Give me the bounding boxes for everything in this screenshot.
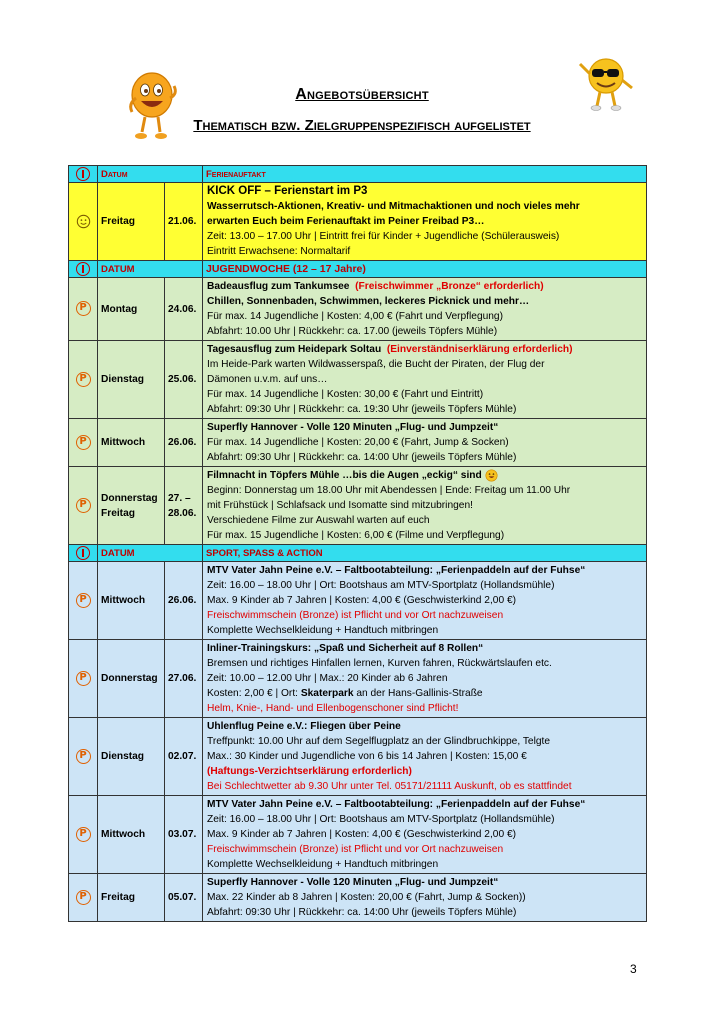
offers-table [68, 165, 647, 922]
row-date: 25.06. [165, 341, 203, 419]
table-row [69, 796, 647, 874]
event-line: Chillen, Sonnenbaden, Schwimmen, leckeres Picknick und mehr… [207, 296, 530, 307]
row-symbol [69, 341, 98, 419]
table-row [69, 467, 647, 545]
event-line: Zeit: 16.00 – 18.00 Uhr | Ort: Bootshaus am MTV-Sportplatz (Hollandsmühle) [207, 814, 555, 825]
page-subtitle: Thematisch bzw. Zielgruppenspezifisch aufgelistet [193, 117, 531, 134]
table-row [69, 640, 647, 718]
event-line: Beginn: Donnerstag um 18.00 Uhr mit Abendessen | Ende: Freitag um 11.00 Uhr [207, 485, 571, 496]
row-day: Mittwoch [98, 419, 165, 467]
header-date-label: Datum [98, 166, 203, 183]
table-row [69, 341, 647, 419]
row-day: Dienstag [98, 718, 165, 796]
header-symbol [69, 166, 98, 183]
smiley-icon [76, 214, 91, 229]
grinning-emoji-icon [485, 469, 498, 482]
header-section-title: JUGENDWOCHE (12 – 17 Jahre) [203, 261, 647, 278]
event-line: Im Heide-Park warten Wildwasserspaß, die Bucht der Piraten, der Flug der [207, 359, 545, 370]
row-symbol [69, 419, 98, 467]
row-date: 05.07. [165, 874, 203, 922]
header-symbol [69, 545, 98, 562]
event-title: Tagesausflug zum Heidepark Soltau [207, 344, 382, 355]
event-line: Treffpunkt: 10.00 Uhr auf dem Segelflugplatz an der Glindbruchkippe, Telgte [207, 736, 551, 747]
event-line: Für max. 14 Jugendliche | Kosten: 30,00 € (Fahrt und Eintritt) [207, 389, 484, 400]
p-circle-icon: P [76, 435, 91, 450]
p-circle-icon: P [76, 498, 91, 513]
event-line: Komplette Wechselkleidung + Handtuch mitbringen [207, 859, 439, 870]
row-day-start: Donnerstag [101, 492, 158, 504]
row-description [203, 278, 647, 341]
p-circle-icon: P [76, 890, 91, 905]
event-note: (Einverständniserklärung erforderlich) [386, 344, 573, 355]
row-date: 26.06. [165, 419, 203, 467]
table-row [69, 183, 647, 261]
event-line: Abfahrt: 09:30 Uhr | Rückkehr: ca. 14:00 Uhr (jeweils Töpfers Mühle) [207, 907, 517, 918]
event-title-line [207, 342, 642, 357]
table-row [69, 874, 647, 922]
row-description [203, 183, 647, 261]
event-title: Uhlenflug Peine e.V.: Fliegen über Peine [207, 721, 401, 732]
row-symbol [69, 640, 98, 718]
row-symbol [69, 874, 98, 922]
row-description [203, 640, 647, 718]
row-description [203, 874, 647, 922]
row-description [203, 796, 647, 874]
event-note: (Freischwimmer „Bronze“ erforderlich) [355, 281, 544, 292]
page-number: 3 [630, 962, 637, 976]
smiley-character-left-icon [128, 68, 178, 146]
section-header-jugendwoche [69, 261, 647, 278]
event-line: Dämonen u.v.m. auf uns… [207, 374, 328, 385]
table-row [69, 278, 647, 341]
row-symbol [69, 562, 98, 640]
event-title: Superfly Hannover - Volle 120 Minuten „Flug- und Jumpzeit“ [207, 877, 499, 888]
p-circle-icon: P [76, 372, 91, 387]
row-description [203, 467, 647, 545]
p-circle-icon: P [76, 593, 91, 608]
row-symbol [69, 467, 98, 545]
event-line: Abfahrt: 09:30 Uhr | Rückkehr: ca. 19:30 Uhr (jeweils Töpfers Mühle) [207, 404, 517, 415]
header-date-label: DATUM [98, 545, 203, 562]
row-day: Freitag [98, 874, 165, 922]
row-description [203, 718, 647, 796]
row-date: 02.07. [165, 718, 203, 796]
header-date-label: DATUM [98, 261, 203, 278]
p-circle-icon: P [76, 671, 91, 686]
p-circle-icon: P [76, 749, 91, 764]
event-line: Abfahrt: 09:30 Uhr | Rückkehr: ca. 14:00 Uhr (jeweils Töpfers Mühle) [207, 452, 517, 463]
row-day: Freitag [98, 183, 165, 261]
event-line: Verschiedene Filme zur Auswahl warten auf euch [207, 515, 430, 526]
row-date: 21.06. [165, 183, 203, 261]
p-circle-icon: P [76, 301, 91, 316]
event-place: Skaterpark [300, 688, 354, 699]
event-line: Bremsen und richtiges Hinfallen lernen, Kurven fahren, Rückwärtslaufen etc. [207, 658, 552, 669]
row-date-start: 27. – [168, 492, 191, 504]
event-warning: Freischwimmschein (Bronze) ist Pflicht und vor Ort nachzuweisen [207, 844, 504, 855]
section-header-sport [69, 545, 647, 562]
row-date: 24.06. [165, 278, 203, 341]
row-symbol [69, 796, 98, 874]
row-date: 03.07. [165, 796, 203, 874]
event-line: Zeit: 13.00 – 17.00 Uhr | Eintritt frei für Kinder + Jugendliche (Schülerausweis) [207, 231, 560, 242]
event-line: Max. 9 Kinder ab 7 Jahren | Kosten: 4,00 € (Geschwisterkind 2,00 €) [207, 595, 517, 606]
p-circle-icon: P [76, 827, 91, 842]
event-title: Superfly Hannover - Volle 120 Minuten „Flug- und Jumpzeit“ [207, 422, 499, 433]
event-warning: Freischwimmschein (Bronze) ist Pflicht und vor Ort nachzuweisen [207, 610, 504, 621]
row-description [203, 562, 647, 640]
event-note: (Haftungs-Verzichtserklärung erforderlich) [207, 766, 412, 777]
table-row [69, 562, 647, 640]
row-day: Donnerstag [98, 640, 165, 718]
row-date: 27.06. [165, 640, 203, 718]
table-row [69, 419, 647, 467]
row-day: Mittwoch [98, 562, 165, 640]
event-line: Für max. 15 Jugendliche | Kosten: 6,00 € (Filme und Verpflegung) [207, 530, 505, 541]
event-title: Badeausflug zum Tankumsee [207, 281, 350, 292]
row-day-end: Freitag [101, 507, 135, 519]
section-header-ferienauftakt [69, 166, 647, 183]
event-warning: Bei Schlechtwetter ab 9.30 Uhr unter Tel. 05171/21111 Auskunft, ob es stattfindet [207, 781, 572, 792]
event-title: MTV Vater Jahn Peine e.V. – Faltbootabteilung: „Ferienpaddeln auf der Fuhse“ [207, 565, 586, 576]
event-line: Zeit: 16.00 – 18.00 Uhr | Ort: Bootshaus am MTV-Sportplatz (Hollandsmühle) [207, 580, 555, 591]
header-symbol [69, 261, 98, 278]
event-line: mit Frühstück | Schlafsack und Isomatte sind mitzubringen! [207, 500, 473, 511]
row-day: Mittwoch [98, 796, 165, 874]
event-title: Inliner-Trainingskurs: „Spaß und Sicherheit auf 8 Rollen“ [207, 643, 484, 654]
event-title: Filmnacht in Töpfers Mühle …bis die Augen „eckig“ sind [207, 470, 482, 481]
event-warning: Helm, Knie-, Hand- und Ellenbogenschoner sind Pflicht! [207, 703, 459, 714]
header-section-title: SPORT, SPASS & ACTION [203, 545, 647, 562]
event-cost-line: Kosten: 2,00 € | Ort: Skaterpark an der Hans-Gallinis-Straße [207, 688, 483, 699]
event-line: erwarten Euch beim Ferienauftakt im Peiner Freibad P3… [207, 216, 485, 227]
page-title: Angebotsübersicht [295, 86, 429, 103]
event-title-line [207, 279, 642, 294]
table-row [69, 718, 647, 796]
event-line: Max. 22 Kinder ab 8 Jahren | Kosten: 20,00 € (Fahrt, Jump & Socken)) [207, 892, 526, 903]
row-description [203, 419, 647, 467]
row-date [165, 467, 203, 545]
event-line: Für max. 14 Jugendliche | Kosten: 20,00 € (Fahrt, Jump & Socken) [207, 437, 509, 448]
event-line: Max. 9 Kinder ab 7 Jahren | Kosten: 4,00 € (Geschwisterkind 2,00 €) [207, 829, 517, 840]
event-line: Komplette Wechselkleidung + Handtuch mitbringen [207, 625, 439, 636]
header-section-title: Ferienauftakt [203, 166, 647, 183]
info-circle-icon [76, 167, 90, 181]
row-day [98, 467, 165, 545]
event-title-line [207, 468, 642, 483]
event-title: MTV Vater Jahn Peine e.V. – Faltbootabteilung: „Ferienpaddeln auf der Fuhse“ [207, 799, 586, 810]
row-day: Dienstag [98, 341, 165, 419]
row-description [203, 341, 647, 419]
event-title: KICK OFF – Ferienstart im P3 [207, 185, 368, 197]
event-line: Für max. 14 Jugendliche | Kosten: 4,00 € (Fahrt und Verpflegung) [207, 311, 503, 322]
info-circle-icon [76, 546, 90, 560]
row-symbol [69, 183, 98, 261]
event-line: Eintritt Erwachsene: Normaltarif [207, 246, 351, 257]
row-date: 26.06. [165, 562, 203, 640]
event-line: Abfahrt: 10.00 Uhr | Rückkehr: ca. 17.00 (jeweils Töpfers Mühle) [207, 326, 498, 337]
event-line: Wasserrutsch-Aktionen, Kreativ- und Mitmachaktionen und noch vieles mehr [207, 201, 580, 212]
event-line: Zeit: 10.00 – 12.00 Uhr | Max.: 20 Kinder ab 6 Jahren [207, 673, 448, 684]
row-day: Montag [98, 278, 165, 341]
row-symbol [69, 718, 98, 796]
row-symbol [69, 278, 98, 341]
event-line: Max.: 30 Kinder und Jugendliche von 6 bis 14 Jahren | Kosten: 15,00 € [207, 751, 527, 762]
row-date-end: 28.06. [168, 507, 197, 519]
info-circle-icon [76, 262, 90, 276]
